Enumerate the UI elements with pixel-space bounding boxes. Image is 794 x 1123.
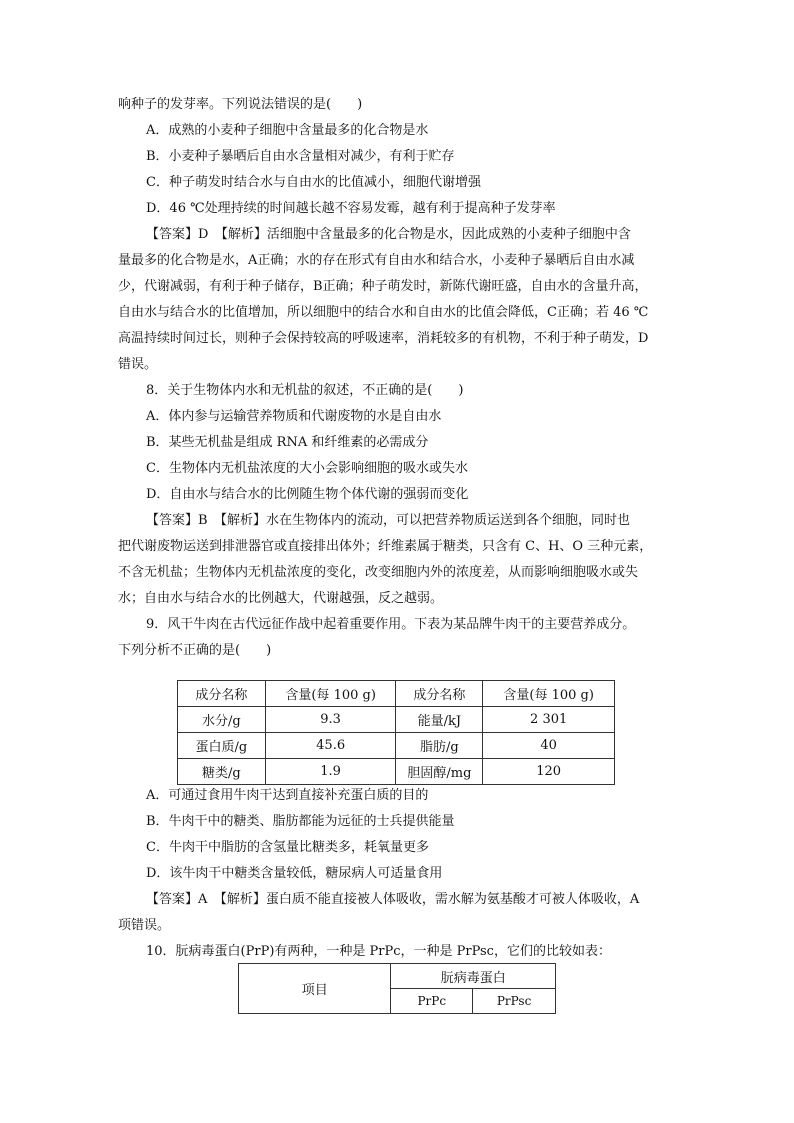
table-cell: 蛋白质/g	[178, 733, 266, 759]
q8-option-d: D．自由水与结合水的比例随生物个体代谢的强弱而变化	[146, 487, 469, 502]
q7-answer-line: 少，代谢减弱，有利于种子储存，B正确；种子萌发时，新陈代谢旺盛，自由水的含量升高，	[118, 279, 648, 294]
q7-answer-line: 量最多的化合物是水，A正确；水的存在形式有自由水和结合水，小麦种子暴晒后自由水减	[118, 253, 635, 268]
table-row	[178, 733, 615, 759]
q8-answer-line: 把代谢废物运送到排泄器官或直接排出体外；纤维素属于糖类，只含有 C、H、O 三种元素，	[118, 539, 653, 554]
table-header-cell: 成分名称	[396, 681, 483, 707]
q8-answer-line: 水；自由水与结合水的比例越大，代谢越强，反之越弱。	[118, 591, 444, 606]
table-header-cell: PrPsc	[473, 989, 556, 1014]
q8-option-a: A．体内参与运输营养物质和代谢废物的水是自由水	[146, 409, 442, 424]
table-row	[178, 759, 615, 785]
q7-stem-tail: 响种子的发芽率。下列说法错误的是( )	[118, 97, 363, 112]
q9-option-c: C．牛肉干中脂肪的含氢量比糖类多，耗氧量更多	[146, 840, 429, 855]
table-cell: 水分/g	[178, 707, 266, 733]
q8-answer-line: 不含无机盐；生物体内无机盐浓度的变化，改变细胞内外的浓度差，从而影响细胞吸水或失	[118, 565, 639, 580]
table-cell: 糖类/g	[178, 759, 266, 785]
q8-option-c: C．生物体内无机盐浓度的大小会影响细胞的吸水或失水	[146, 461, 468, 476]
table-header-cell: 项目	[239, 964, 391, 1014]
q7-option-c: C．种子萌发时结合水与自由水的比值减小，细胞代谢增强	[146, 175, 481, 190]
q7-option-d: D．46 ℃处理持续的时间越长越不容易发霉，越有利于提高种子发芽率	[146, 201, 556, 216]
table-header-cell: PrPc	[391, 989, 473, 1014]
q9-stem-line: 下列分析不正确的是( )	[118, 643, 272, 658]
q10-stem: 10．朊病毒蛋白(PrP)有两种，一种是 PrPc，一种是 PrPsc，它们的比较如表：	[146, 944, 611, 959]
table-cell: 40	[483, 733, 615, 759]
table-header-row	[239, 964, 556, 989]
table-cell: 9.3	[265, 707, 396, 733]
q9-answer-line: 【答案】A 【解析】蛋白质不能直接被人体吸收，需水解为氨基酸才可被人体吸收，A	[146, 892, 640, 907]
q9-option-a: A．可通过食用牛肉干达到直接补充蛋白质的目的	[146, 788, 429, 803]
table-cell: 脂肪/g	[396, 733, 483, 759]
q7-option-b: B．小麦种子暴晒后自由水含量相对减少，有利于贮存	[146, 149, 455, 164]
q7-answer-line: 【答案】D 【解析】活细胞中含量最多的化合物是水，因此成熟的小麦种子细胞中含	[146, 227, 631, 242]
table-header-cell: 含量(每 100 g)	[483, 681, 615, 707]
nutrition-table	[177, 680, 615, 785]
table-header-cell: 成分名称	[178, 681, 266, 707]
q7-answer-line: 错误。	[118, 357, 158, 372]
q8-option-b: B．某些无机盐是组成 RNA 和纤维素的必需成分	[146, 435, 429, 450]
table-header-cell: 朊病毒蛋白	[391, 964, 556, 989]
table-cell: 120	[483, 759, 615, 785]
table-row	[178, 707, 615, 733]
table-cell: 2 301	[483, 707, 615, 733]
q9-option-b: B．牛肉干中的糖类、脂肪都能为远征的士兵提供能量	[146, 814, 455, 829]
q9-answer-line: 项错误。	[118, 918, 171, 933]
q8-stem: 8．关于生物体内水和无机盐的叙述，不正确的是( )	[146, 383, 464, 398]
table-cell: 能量/kJ	[396, 707, 483, 733]
table-cell: 胆固醇/mg	[396, 759, 483, 785]
q7-option-a: A．成熟的小麦种子细胞中含量最多的化合物是水	[146, 123, 429, 138]
q7-answer-line: 高温持续时间过长，则种子会保持较高的呼吸速率，消耗较多的有机物，不利于种子萌发，D	[118, 331, 649, 346]
table-cell: 1.9	[265, 759, 396, 785]
table-cell: 45.6	[265, 733, 396, 759]
q8-answer-line: 【答案】B 【解析】水在生物体内的流动，可以把营养物质运送到各个细胞，同时也	[146, 513, 631, 528]
prion-comparison-table	[238, 963, 556, 1014]
table-header-row	[178, 681, 615, 707]
q7-answer-line: 自由水与结合水的比值增加，所以细胞中的结合水和自由水的比值会降低，C正确；若 46 ℃	[118, 305, 649, 320]
q9-option-d: D．该牛肉干中糖类含量较低，糖尿病人可适量食用	[146, 866, 443, 881]
q9-stem-line: 9．风干牛肉在古代远征作战中起着重要作用。下表为某品牌牛肉干的主要营养成分。	[146, 617, 636, 632]
table-header-cell: 含量(每 100 g)	[265, 681, 396, 707]
